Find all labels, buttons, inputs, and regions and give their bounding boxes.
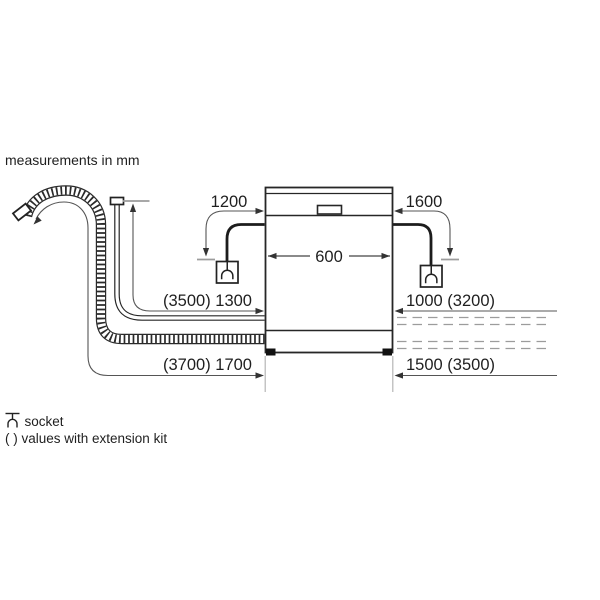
legend-extension-label: ( ) values with extension kit <box>5 431 168 446</box>
socket-right-icon <box>421 266 443 288</box>
dimension-left-supply <box>123 201 265 314</box>
dimension-left-drain-label: (3700) 1700 <box>163 356 252 374</box>
socket-left-icon <box>217 262 239 284</box>
legend-socket-label: socket <box>24 414 64 429</box>
dimension-right-supply <box>395 292 558 314</box>
legend <box>5 414 167 447</box>
dimension-right-drain <box>395 356 558 379</box>
page-title: measurements in mm <box>5 152 140 168</box>
dimension-right-cord-label: 1600 <box>405 193 443 211</box>
dimension-left-cord-label: 1200 <box>210 193 248 211</box>
dishwasher-handle <box>318 206 342 215</box>
tap-connector-icon <box>111 198 124 205</box>
dishwasher-foot-right <box>383 349 393 356</box>
dimension-left-supply-label: (3500) 1300 <box>163 292 252 310</box>
dishwasher-foot-left <box>266 349 276 356</box>
power-cable-right <box>393 225 443 288</box>
power-cable-left <box>217 225 265 284</box>
dimension-right-drain-label: 1500 (3500) <box>406 356 495 374</box>
drain-connector-icon <box>13 204 31 221</box>
dimension-appliance-width-label: 600 <box>315 248 343 266</box>
hose-extension-dashed-lines <box>397 318 551 349</box>
dimension-right-supply-label: 1000 (3200) <box>406 292 495 310</box>
dishwasher <box>265 188 393 393</box>
socket-legend-icon <box>6 414 20 428</box>
